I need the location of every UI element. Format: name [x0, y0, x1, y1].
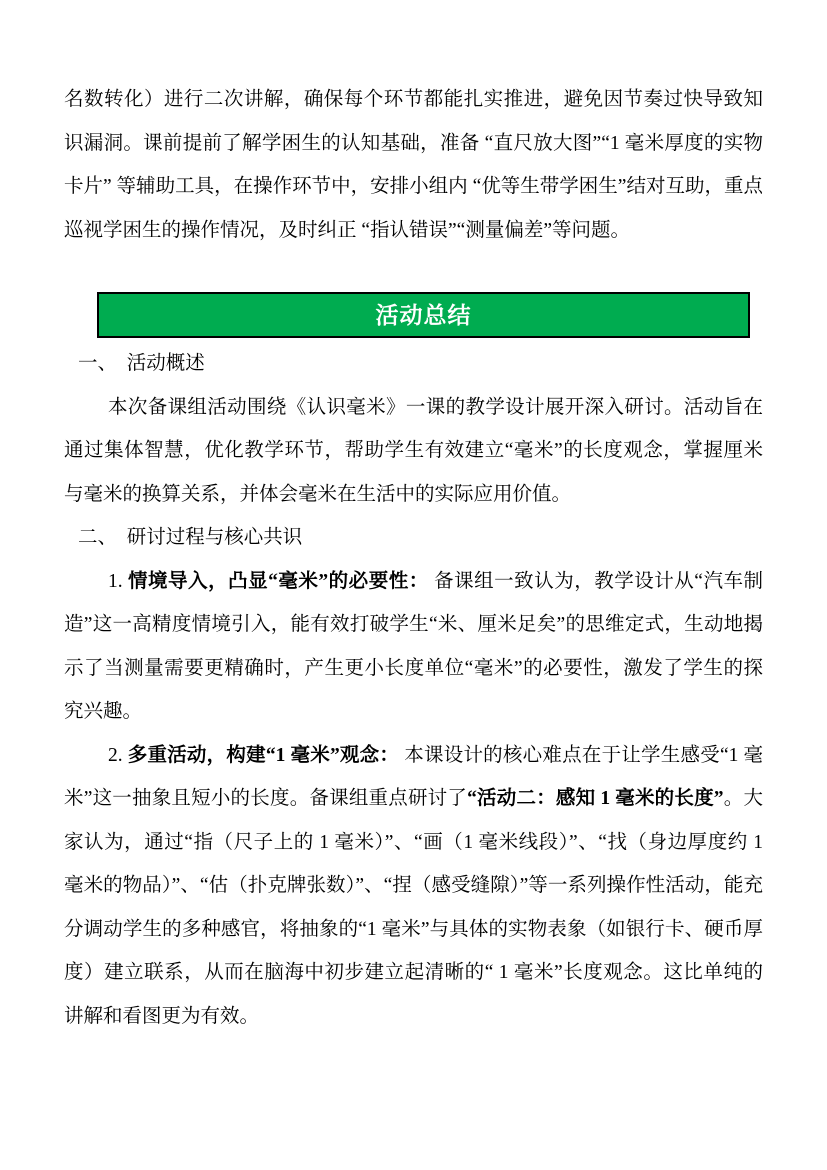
- point-1-paragraph: [64, 560, 763, 734]
- heading-discussion-process: 二、 研讨过程与核心共识: [78, 527, 303, 548]
- document-page-content: [64, 78, 763, 1038]
- point-1-body: 备课组一致认为，教学设计从“汽车制造”这一高精度情境引入，能有效打破学生“米、厘米足矣”的思维定式，生动地揭示了当测量需要更精确时，产生更小长度单位“毫米”的必要性，激发了学生的探究兴趣。: [64, 570, 763, 722]
- point-1-number: 1.: [108, 570, 129, 592]
- point-2-body-before: 本课设计的核心难点在于让学生感受“1 毫米”这一抽象且短小的长度。备课组重点研讨了: [64, 744, 763, 809]
- banner-title: 活动总结: [375, 301, 472, 328]
- point-2-lead: 多重活动，构建“1 毫米”观念：: [127, 744, 400, 766]
- overview-paragraph: 本次备课组活动围绕《认识毫米》一课的教学设计展开深入研讨。活动旨在通过集体智慧，优化教学环节，帮助学生有效建立“毫米”的长度观念，掌握厘米与毫米的换算关系，并体会毫米在生活中的实际应用价值。: [64, 396, 763, 505]
- point-2-number: 2.: [108, 744, 128, 766]
- point-1-lead: 情境导入，凸显“毫米”的必要性：: [128, 570, 429, 592]
- point-2-paragraph: [64, 734, 763, 1039]
- continued-paragraph: 名数转化）进行二次讲解，确保每个环节都能扎实推进，避免因节奏过快导致知识漏洞。课前提前了解学困生的认知基础，准备 “直尺放大图”“1 毫米厚度的实物卡片” 等辅助工具，在操作环节中，安排小组内 “优等生带学困生”结对互助，重点巡视学困生的操作情况，及时纠正 “指认错误”“测量偏差”等问题。: [64, 89, 763, 241]
- heading-activity-overview: 一、 活动概述: [78, 353, 205, 374]
- activity-summary-banner: [97, 292, 750, 338]
- point-2-body-after: 。大家认为，通过“指（尺子上的 1 毫米）”、“画（1 毫米线段）”、“找（身边厚度约 1 毫米的物品）”、“估（扑克牌张数）”、“捏（感受缝隙）”等一系列操作性活动，能充分调动学生的多种感官，将抽象的“1 毫米”与具体的实物表象（如银行卡、硬币厚度）建立联系，从而在脑海中初步建立起清晰的“ 1 毫米”长度观念。这比单纯的讲解和看图更为有效。: [64, 788, 763, 1027]
- point-2-emphasis: “活动二：感知 1 毫米的长度”: [467, 788, 724, 809]
